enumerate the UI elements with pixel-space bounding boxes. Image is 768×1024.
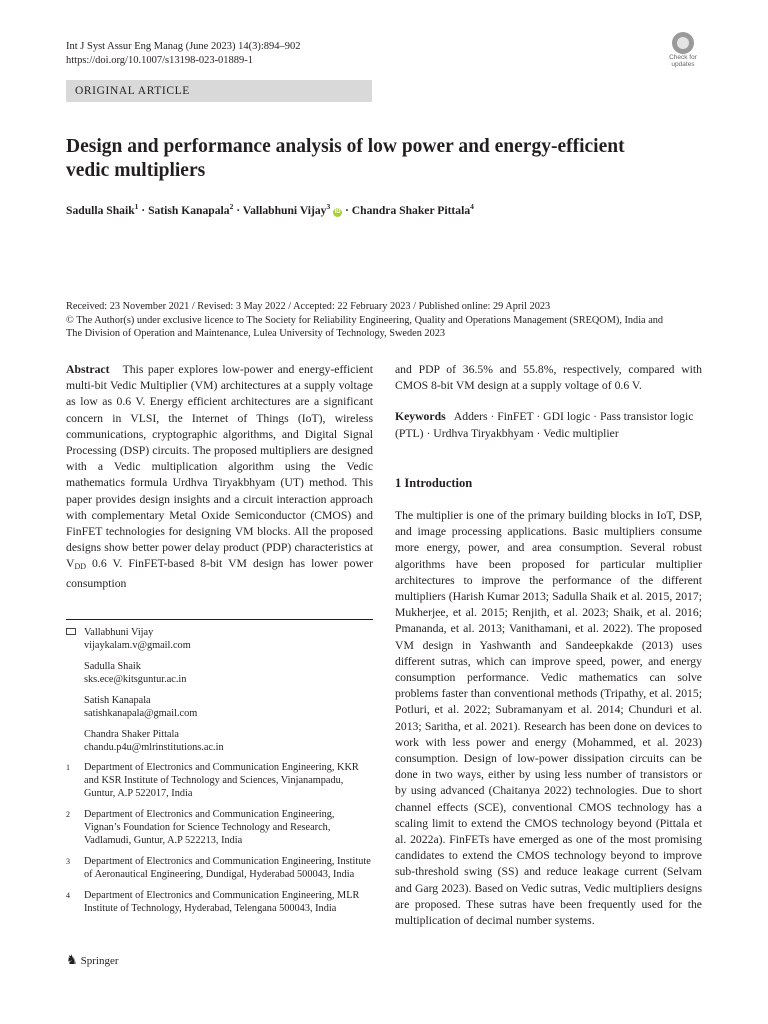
abstract-continued-block bbox=[395, 362, 702, 442]
licence-line: © The Author(s) under exclusive licence to The Society for Reliability Engineering, Quality and Operations Management (SREQOM), India and bbox=[66, 314, 664, 326]
keywords-text: Adders · FinFET · GDI logic · Pass transistor logic (PTL) · Urdhva Tiryakbhyam · Vedic multiplier bbox=[395, 410, 694, 440]
affiliations-block bbox=[66, 626, 373, 923]
keywords bbox=[395, 409, 702, 441]
contact-email[interactable]: vijaykalam.v@gmail.com bbox=[84, 640, 191, 651]
check-for-updates-badge[interactable] bbox=[662, 32, 704, 72]
contact-name: Chandra Shaker Pittala bbox=[84, 729, 179, 740]
abstract-text: This paper explores low-power and energy-efficient multi-bit Vedic Multiplier (VM) architectures at a supply voltage as low as 0.6 V. Energy efficient architectures are a significant concern in VLSI, the Internet of Things (IoT), wireless communications, cryptographic algorithms, and Digital Signal Processing (DSP) circuits. The proposed multipliers are designed with a Vedic multiplication algorithm using the Vedic mathematics formula Urdhva Tiryakbhyam (UT) method. This paper provides design insights and a circuit interaction approach with complementary Metal Oxide Semiconductor (CMOS) and FinFET technologies for designing VM blocks. All the proposed designs show better power delay product (PDP) characteristics at V bbox=[66, 363, 373, 571]
affiliation-entry bbox=[66, 808, 373, 847]
affiliation-entry bbox=[66, 855, 373, 881]
author-separator: · bbox=[342, 203, 352, 217]
contact-entry bbox=[66, 728, 373, 754]
contact-name: Satish Kanapala bbox=[84, 695, 151, 706]
author-affil-mark: 4 bbox=[470, 202, 474, 211]
publisher-footer bbox=[66, 952, 119, 968]
affiliation-entry bbox=[66, 761, 373, 800]
author-affil-mark: 1 bbox=[134, 202, 139, 211]
affiliation-entry bbox=[66, 889, 373, 915]
affiliation-number: 1 bbox=[66, 763, 70, 772]
footnote-rule bbox=[66, 619, 373, 620]
affiliation-text: Department of Electronics and Communication Engineering, Institute of Aeronautical Engineering, Dundigal, Hyderabad 500043, India bbox=[84, 856, 371, 880]
author-list bbox=[66, 202, 474, 217]
envelope-icon bbox=[66, 628, 76, 635]
keywords-heading: Keywords bbox=[395, 410, 446, 424]
author-name[interactable]: Chandra Shaker Pittala bbox=[351, 203, 471, 217]
introduction-text: The multiplier is one of the primary building blocks in IoT, DSP, and image processing applications. Basic multipliers consume more energy, power, and area consumption. Several robust algorithms have been proposed for particular multiplier architectures to improve the performance of the different multipliers (Harish Kumar 2013; Sadulla Shaik et al. 2015, 2017; Mukherjee, et al. 2015; Renjith, et al. 2023; Shaik, et al. 2016; Pmananda, et al. 2013; Vanithamani, et al. 2022). The proposed VM design in Yashwanth and Sandeepkakde (2013) uses different sutras, which can improve speed, power, and energy consumption performance. Vedic mathematics can solve problems faster than conventional methods (Tripathy, et al. 2015; Potluri, et al. 2022; Subramanyam et al. 2014; Chunduri et al. 2013; Saritha, et al. 2021). Research has been done on devices to work with less power and energy (Mohammed, et al. 2023) consumption. Design of low-power dissipation circuits can be done in two ways, either by using less number of transistors or by using advanced (Chaitanya 2022) technologies. Due to short channel effects (SCE), conventional CMOS technology has a scaling limit to extend the CMOS technology beyond (Pittala et al. 2022a). FinFETs have emerged as one of the most promising candidates to extend the CMOS technology beyond to improve sub-threshold swing (SS) and reduce leakage current (Selvam and Garg 2023). Based on Vedic sutras, Vedic multipliers designs are proposed. These sutras have been frequently used for the multiplication of decimal number systems. bbox=[395, 509, 702, 928]
check-updates-icon bbox=[672, 32, 694, 54]
author-separator: · bbox=[233, 203, 243, 217]
author-affil-mark: 3 bbox=[326, 202, 331, 211]
abstract-subscript: DD bbox=[74, 562, 87, 572]
publication-dates bbox=[66, 300, 706, 341]
section-heading-introduction: 1 Introduction bbox=[395, 476, 473, 490]
affiliation-text: Department of Electronics and Communication Engineering, MLR Institute of Technology, Hyderabad, Telengana 500043, India bbox=[84, 890, 360, 914]
affiliation-text: Department of Electronics and Communication Engineering, Vignan’s Foundation for Science Technology and Research, Vadlamudi, Guntur, A.P 522213, India bbox=[84, 809, 335, 846]
author-separator: · bbox=[138, 203, 149, 217]
contact-entry bbox=[66, 660, 373, 686]
affiliation-number: 3 bbox=[66, 857, 70, 866]
journal-header bbox=[66, 40, 301, 68]
paper-title: Design and performance analysis of low power and energy-efficient vedic multipliers bbox=[66, 136, 625, 181]
badge-text-1: Check for bbox=[669, 54, 697, 61]
affiliation-number: 2 bbox=[66, 810, 70, 819]
dates-line: Received: 23 November 2021 / Revised: 3 May 2022 / Accepted: 22 February 2023 / Published online: 29 April 2023 bbox=[66, 301, 551, 312]
contact-email[interactable]: chandu.p4u@mlrinstitutions.ac.in bbox=[84, 742, 224, 753]
author-name[interactable]: Satish Kanapala bbox=[148, 203, 230, 217]
abstract-heading: Abstract bbox=[66, 363, 110, 376]
author-name[interactable]: Vallabhuni Vijay bbox=[242, 203, 327, 217]
doi-link[interactable]: https://doi.org/10.1007/s13198-023-01889-1 bbox=[66, 55, 254, 66]
contact-entry bbox=[66, 694, 373, 720]
badge-text-2: updates bbox=[671, 61, 695, 68]
orcid-icon[interactable]: iD bbox=[334, 208, 341, 215]
springer-horse-icon: ♞ bbox=[66, 952, 78, 967]
abstract-continued: and PDP of 36.5% and 55.8%, respectively, compared with CMOS 8-bit VM design at a supply voltage of 0.6 V. bbox=[395, 363, 702, 393]
abstract bbox=[66, 362, 373, 592]
author-name[interactable]: Sadulla Shaik bbox=[66, 203, 135, 217]
journal-citation: Int J Syst Assur Eng Manag (June 2023) 14(3):894–902 bbox=[66, 41, 301, 52]
contact-email[interactable]: sks.ece@kitsguntur.ac.in bbox=[84, 674, 187, 685]
affiliation-text: Department of Electronics and Communication Engineering, KKR and KSR Institute of Technology and Sciences, Vinjanampadu, Guntur, A.P 522017, India bbox=[84, 762, 359, 799]
contact-name: Sadulla Shaik bbox=[84, 661, 141, 672]
author-affil-mark: 2 bbox=[229, 202, 234, 211]
abstract-text-end: 0.6 V. FinFET-based 8-bit VM design has lower power consumption bbox=[66, 557, 373, 590]
licence-line-2: The Division of Operation and Maintenance, Lulea University of Technology, Sweden 2023 bbox=[66, 328, 446, 339]
article-type-bar: ORIGINAL ARTICLE bbox=[66, 80, 372, 102]
contact-name: Vallabhuni Vijay bbox=[84, 627, 154, 638]
affiliation-number: 4 bbox=[66, 891, 70, 900]
publisher-name: Springer bbox=[80, 955, 119, 967]
contact-email[interactable]: satishkanapala@gmail.com bbox=[84, 708, 198, 719]
contact-entry bbox=[66, 626, 373, 652]
